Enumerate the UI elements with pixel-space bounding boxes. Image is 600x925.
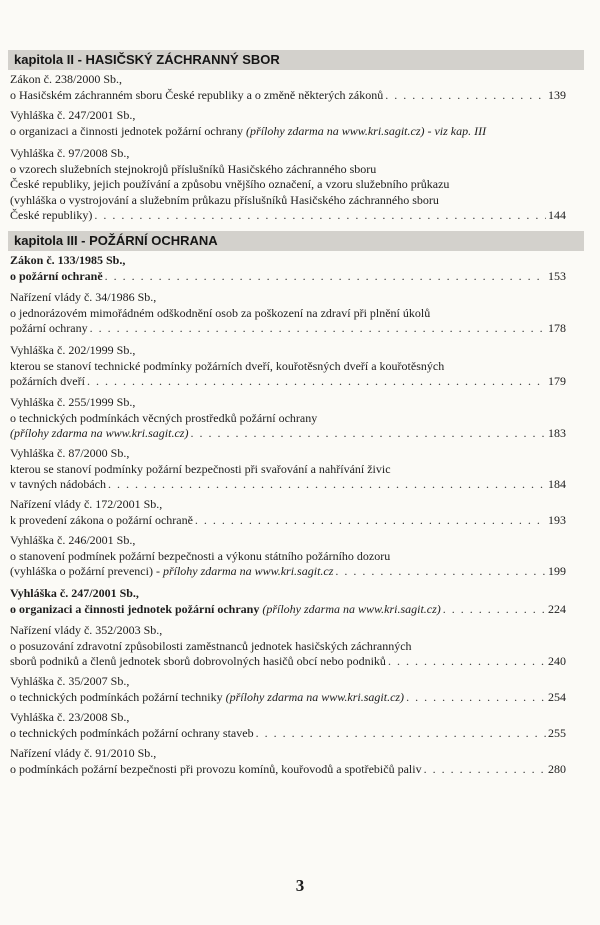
page-ref: 139 bbox=[548, 87, 566, 102]
entry-desc: o Hasičském záchranném sboru České republiky a o změně některých zákonů bbox=[10, 87, 384, 102]
entry-desc-line bbox=[10, 374, 566, 390]
toc-entry[interactable] bbox=[10, 343, 566, 390]
entry-desc: o podmínkách požární bezpečnosti při provozu komínů, kouřovodů a spotřebičů paliv bbox=[10, 761, 422, 776]
entry-title: Zákon č. 133/1985 Sb., bbox=[10, 253, 126, 267]
leader-dots bbox=[424, 762, 546, 778]
entry-title: Vyhláška č. 23/2008 Sb., bbox=[10, 710, 130, 724]
entry-desc: v tavných nádobách bbox=[10, 477, 106, 491]
entry-desc: (vyhláška o požární prevenci) - bbox=[10, 564, 160, 578]
entry-note: přílohy zdarma na www.kri.sagit.cz bbox=[162, 564, 334, 578]
toc-entry[interactable] bbox=[10, 395, 566, 442]
entry-desc-line bbox=[10, 654, 566, 670]
page-ref: 254 bbox=[548, 689, 566, 704]
entry-desc-line bbox=[10, 208, 566, 224]
leader-dots bbox=[388, 654, 546, 670]
page-ref: 153 bbox=[548, 268, 566, 283]
entry-desc-line bbox=[10, 321, 566, 337]
page-number: 3 bbox=[295, 876, 305, 895]
page-ref: 193 bbox=[548, 512, 566, 527]
leader-dots bbox=[256, 726, 546, 742]
entry-desc: o stanovení podmínek požární bezpečnosti a výkonu státního požárního dozoru bbox=[10, 548, 391, 563]
entry-desc: o vzorech služebních stejnokrojů příslušníků Hasičského záchranného sboru bbox=[10, 161, 377, 176]
entry-desc-line bbox=[10, 726, 566, 742]
entry-desc-line bbox=[10, 426, 566, 442]
page-ref: 144 bbox=[548, 208, 566, 222]
toc-entry[interactable] bbox=[10, 72, 566, 103]
entry-desc: o organizaci a činnosti jednotek požární ochrany bbox=[10, 123, 244, 138]
entry-desc-line bbox=[10, 269, 566, 285]
entry-desc: o jednorázovém mimořádném odškodnění osob za poškození na zdraví při plnění úkolů bbox=[10, 305, 431, 320]
entry-title: Vyhláška č. 246/2001 Sb., bbox=[10, 533, 136, 547]
entry-title: Nařízení vlády č. 34/1986 Sb., bbox=[10, 290, 157, 304]
entry-title: Vyhláška č. 255/1999 Sb., bbox=[10, 395, 136, 409]
leader-dots bbox=[90, 321, 546, 337]
entry-desc: České republiky) bbox=[10, 208, 93, 222]
entry-desc: České republiky, jejich používání a způsobu vnějšího označení, a vzoru služebního průkazu bbox=[10, 177, 450, 191]
toc-entry[interactable] bbox=[10, 290, 566, 337]
entry-desc-line bbox=[10, 477, 566, 493]
page-ref: 280 bbox=[548, 761, 566, 776]
entry-desc-line bbox=[10, 762, 566, 778]
entry-title: Vyhláška č. 247/2001 Sb., bbox=[10, 108, 136, 122]
entry-desc-line bbox=[10, 602, 566, 618]
leader-dots bbox=[335, 564, 546, 580]
entry-note: (přílohy zdarma na www.kri.sagit.cz) bbox=[262, 601, 441, 616]
toc-entry[interactable] bbox=[10, 446, 566, 493]
leader-dots bbox=[94, 208, 546, 224]
entry-title: Vyhláška č. 202/1999 Sb., bbox=[10, 343, 136, 357]
entry-title: Vyhláška č. 87/2000 Sb., bbox=[10, 446, 130, 460]
entry-desc-line bbox=[10, 124, 566, 140]
entry-desc: (vyhláška o vystrojování a služebním průkazu příslušníků Hasičského záchranného sboru bbox=[10, 192, 439, 207]
entry-desc: požárních dveří bbox=[10, 374, 85, 388]
leader-dots bbox=[108, 477, 546, 493]
entry-desc: sborů podniků a členů jednotek sborů dobrovolných hasičů obcí nebo podniků bbox=[10, 654, 386, 668]
toc-entry[interactable] bbox=[10, 533, 566, 580]
entry-desc-line bbox=[10, 88, 566, 104]
entry-desc: o technických podmínkách požární techniky bbox=[10, 689, 223, 704]
page-ref: 240 bbox=[548, 654, 566, 668]
toc-entry[interactable] bbox=[10, 108, 566, 139]
toc-entry[interactable] bbox=[10, 623, 566, 670]
entry-desc-line bbox=[10, 513, 566, 529]
entry-desc: kterou se stanoví podmínky požární bezpečnosti při svařování a nahřívání živic bbox=[10, 461, 391, 476]
page-ref: 179 bbox=[548, 374, 566, 388]
page-ref: 224 bbox=[548, 601, 566, 616]
leader-dots bbox=[195, 513, 546, 529]
toc-entry[interactable] bbox=[10, 497, 566, 528]
toc-entry[interactable] bbox=[10, 146, 566, 224]
leader-dots bbox=[443, 602, 546, 618]
entry-title: Nařízení vlády č. 172/2001 Sb., bbox=[10, 497, 163, 511]
toc-entry[interactable] bbox=[10, 253, 566, 284]
entry-desc: o požární ochraně bbox=[10, 268, 103, 283]
entry-title: Vyhláška č. 97/2008 Sb., bbox=[10, 146, 130, 160]
entry-desc: k provedení zákona o požární ochraně bbox=[10, 512, 193, 527]
page-ref: 255 bbox=[548, 725, 566, 740]
page-ref: 183 bbox=[548, 426, 566, 440]
entry-title: Vyhláška č. 35/2007 Sb., bbox=[10, 674, 130, 688]
entry-note: (přílohy zdarma na www.kri.sagit.cz) bbox=[225, 689, 405, 704]
entry-desc: o posuzování zdravotní způsobilosti zaměstnanců jednotek hasičských záchranných bbox=[10, 638, 412, 653]
toc-entry[interactable] bbox=[10, 710, 566, 741]
entry-title: Vyhláška č. 247/2001 Sb., bbox=[10, 586, 139, 600]
entry-desc: kterou se stanoví technické podmínky požárních dveří, kouřotěsných dveří a kouřotěsných bbox=[10, 358, 445, 373]
leader-dots bbox=[190, 426, 546, 442]
entry-desc: o organizaci a činnosti jednotek požární ochrany bbox=[10, 601, 260, 616]
entry-title: Nařízení vlády č. 352/2003 Sb., bbox=[10, 623, 163, 637]
page-ref: 184 bbox=[548, 477, 566, 491]
toc-entry[interactable] bbox=[10, 746, 566, 777]
entry-desc: o technických podmínkách požární ochrany staveb bbox=[10, 725, 254, 740]
leader-dots bbox=[105, 269, 546, 285]
entry-desc-line bbox=[10, 564, 566, 580]
entry-note: (přílohy zdarma na www.kri.sagit.cz) - viz kap. III bbox=[246, 123, 487, 138]
toc-entry[interactable] bbox=[10, 674, 566, 705]
entry-title: Zákon č. 238/2000 Sb., bbox=[10, 72, 122, 86]
page-ref: 199 bbox=[548, 564, 566, 578]
entry-note: (přílohy zdarma na www.kri.sagit.cz) bbox=[10, 426, 189, 440]
entry-desc: požární ochrany bbox=[10, 321, 88, 335]
entry-desc-line bbox=[10, 690, 566, 706]
page-ref: 178 bbox=[548, 321, 566, 335]
chapter-heading-3: kapitola III - POŽÁRNÍ OCHRANA bbox=[8, 231, 584, 251]
leader-dots bbox=[406, 690, 546, 706]
entry-title: Nařízení vlády č. 91/2010 Sb., bbox=[10, 746, 157, 760]
toc-entry[interactable] bbox=[10, 586, 566, 617]
entry-desc: o technických podmínkách věcných prostředků požární ochrany bbox=[10, 410, 318, 425]
leader-dots bbox=[87, 374, 546, 390]
leader-dots bbox=[385, 88, 546, 104]
chapter-heading-2: kapitola II - HASIČSKÝ ZÁCHRANNÝ SBOR bbox=[8, 50, 584, 70]
